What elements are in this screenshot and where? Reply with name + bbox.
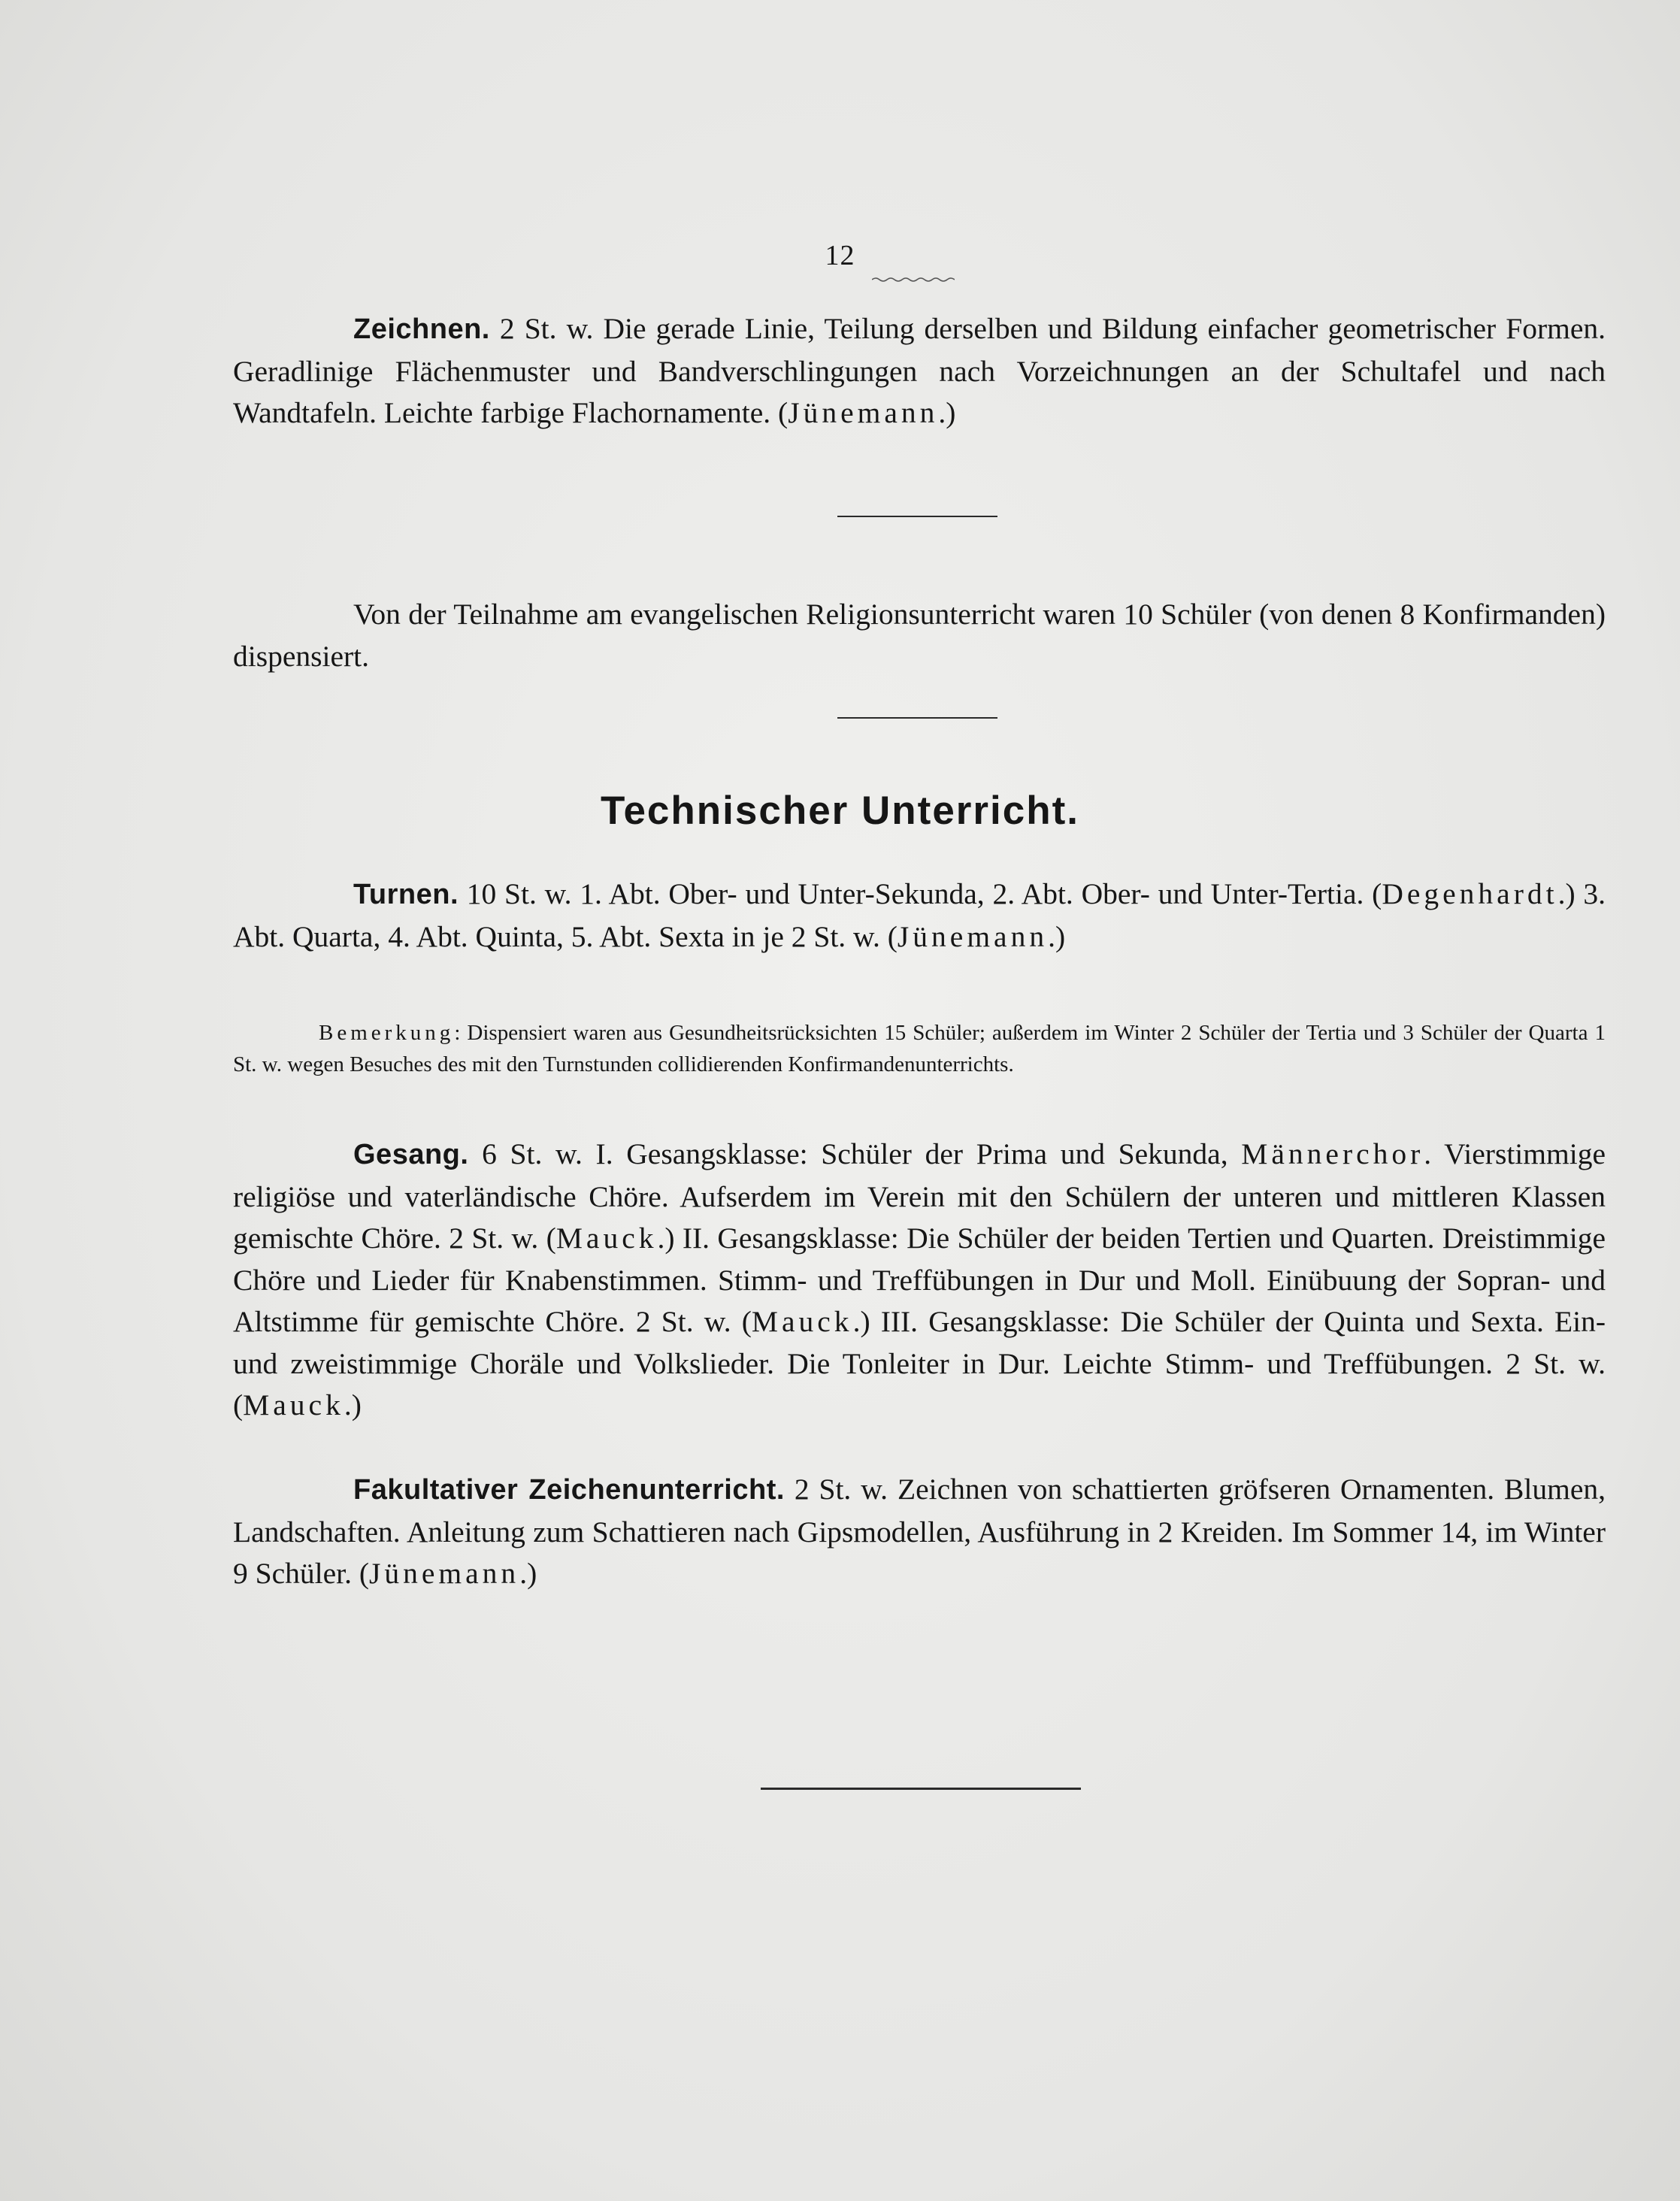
gesang-paragraph (233, 1134, 1606, 1427)
bemerkung-note (233, 1017, 1606, 1080)
gesang-teacher-1: Mauck (555, 1222, 658, 1255)
page-number-ornament (872, 277, 955, 283)
turnen-teacher-2: Jünemann (897, 919, 1049, 953)
gesang-text-3: .) II. Gesangsklasse: Die Schüler der beiden Tertien und Quarten. Dreistimmige Chöre und Lieder für Knabenstimmen. Stimm- und Treffübungen in Dur und Moll. Einübuung der Sopran- und Altstimme für gemischte Chöre. 2 St. w. ( (233, 1222, 1606, 1338)
turnen-close: .) (1048, 919, 1066, 953)
gesang-teacher-3: Mauck (243, 1388, 344, 1421)
zeichnen-text: 2 St. w. Die gerade Linie, Teilung derselben und Bildung einfacher geometrischer Formen. Geradlinige Flächenmuster und Bandverschlingungen nach Vorzeichnungen an der Schultafel und nach Wandtafeln. Leichte farbige Flachornamente. ( (233, 312, 1606, 429)
gesang-close: .) (344, 1388, 362, 1421)
bemerkung-lead: Bemerkung (319, 1021, 455, 1045)
turnen-text-1: 10 St. w. 1. Abt. Ober- und Unter-Sekunda, 2. Abt. Ober- und Unter-Tertia. ( (459, 877, 1382, 910)
zeichnen-heading: Zeichnen. (353, 313, 490, 345)
page-number: 12 (825, 240, 855, 271)
turnen-heading: Turnen. (353, 879, 459, 910)
fakultativ-paragraph (233, 1469, 1606, 1595)
turnen-text-2: .) 3. Abt. Quarta, 4. Abt. Quinta, 5. Abt. Sexta in je 2 St. w. ( (233, 877, 1606, 953)
gesang-text-2: . Vierstimmige religiöse und vaterländische Chöre. Aufserdem im Verein mit den Schülern der unteren und mittleren Klassen gemischte Chöre. 2 St. w. ( (233, 1137, 1606, 1255)
gesang-maennerchor: Männerchor (1241, 1137, 1424, 1170)
section-title: Technischer Unterricht. (601, 789, 1079, 833)
closing-rule (761, 1788, 1081, 1790)
gesang-text-1: 6 St. w. I. Gesangsklasse: Schüler der Prima und Sekunda, (468, 1137, 1242, 1170)
religion-paragraph: Von der Teilnahme am evangelischen Religionsunterricht waren 10 Schüler (von denen 8 Konfirmanden) dispensiert. (233, 598, 1606, 673)
fakultativ-heading: Fakultativer Zeichenunterricht. (353, 1474, 785, 1506)
divider-rule (837, 717, 997, 719)
bemerkung-text: : Dispensiert waren aus Gesundheitsrücksichten 15 Schüler; außerdem im Winter 2 Schüler der Tertia und 3 Schüler der Quarta 1 St. w. wegen Besuches des mit den Turnstunden collidierenden Konfirmandenunterrichts. (233, 1021, 1606, 1076)
zeichnen-paragraph (233, 308, 1606, 434)
gesang-text-4: .) III. Gesangsklasse: Die Schüler der Quinta und Sexta. Ein- und zweistimmige Choräle und Volkslieder. Die Tonleiter in Dur. Leichte Stimm- und Treffübungen. 2 St. w. ( (233, 1305, 1606, 1421)
zeichnen-teacher: Jünemann (788, 396, 939, 429)
zeichnen-close: .) (938, 396, 956, 429)
turnen-teacher-1: Degenhardt (1382, 877, 1558, 910)
fakultativ-teacher: Jünemann (369, 1557, 520, 1590)
fakultativ-text: 2 St. w. Zeichnen von schattierten gröfseren Ornamenten. Blumen, Landschaften. Anleitung zum Schattieren nach Gipsmodellen, Ausführung in 2 Kreiden. Im Sommer 14, im Winter 9 Schüler. ( (233, 1473, 1606, 1590)
fakultativ-close: .) (519, 1557, 537, 1590)
divider-rule (837, 516, 997, 517)
turnen-paragraph (233, 873, 1606, 958)
gesang-heading: Gesang. (353, 1139, 469, 1170)
gesang-teacher-2: Mauck (751, 1305, 853, 1338)
